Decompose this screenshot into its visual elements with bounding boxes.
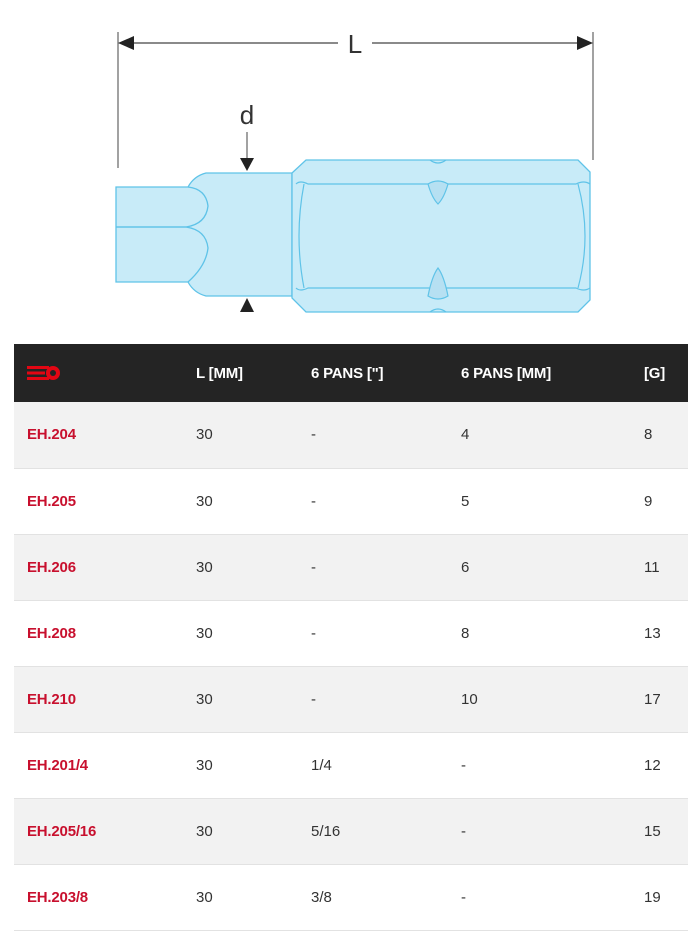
hex-mm-cell: - — [461, 888, 466, 906]
reference-cell[interactable]: EH.201/4 — [27, 756, 88, 774]
weight-cell: 12 — [644, 756, 661, 774]
reference-column-header — [14, 344, 196, 402]
length-cell: 30 — [196, 756, 213, 774]
brand-logo-icon — [27, 364, 61, 382]
reference-cell[interactable]: EH.210 — [27, 690, 76, 708]
diameter-arrow-bottom-icon — [240, 298, 254, 312]
hex-mm-cell: 6 — [461, 558, 470, 576]
hex-mm-cell: - — [461, 822, 466, 840]
hex-inch-column-header: 6 PANS ["] — [311, 364, 384, 382]
hex-mm-cell: 10 — [461, 690, 478, 708]
length-cell: 30 — [196, 690, 213, 708]
reference-cell[interactable]: EH.203/8 — [27, 888, 88, 906]
hex-inch-cell: - — [311, 558, 316, 576]
reference-cell[interactable]: EH.205/16 — [27, 822, 97, 840]
length-arrow-right-icon — [577, 36, 593, 50]
hex-inch-cell: 5/16 — [311, 822, 341, 840]
spec-table — [14, 344, 688, 931]
table-row — [14, 600, 688, 666]
bit-tip — [116, 173, 292, 296]
hex-inch-cell: - — [311, 624, 316, 642]
reference-cell[interactable]: EH.208 — [27, 624, 76, 642]
length-cell: 30 — [196, 822, 213, 840]
table-row — [14, 798, 688, 864]
hex-inch-cell: 3/8 — [311, 888, 332, 906]
reference-cell[interactable]: EH.205 — [27, 492, 76, 510]
length-cell: 30 — [196, 492, 213, 510]
table-row — [14, 468, 688, 534]
weight-column-header: [G] — [644, 364, 666, 382]
hex-mm-cell: 4 — [461, 426, 470, 444]
weight-cell: 19 — [644, 888, 661, 906]
weight-cell: 13 — [644, 624, 661, 642]
hex-mm-cell: 8 — [461, 624, 470, 642]
table-header-row — [14, 344, 688, 402]
weight-cell: 8 — [644, 426, 653, 444]
length-cell: 30 — [196, 888, 213, 906]
length-cell: 30 — [196, 426, 213, 444]
weight-cell: 15 — [644, 822, 661, 840]
weight-cell: 17 — [644, 690, 661, 708]
hex-inch-cell: - — [311, 492, 316, 510]
hex-mm-column-header: 6 PANS [MM] — [461, 364, 552, 382]
hex-inch-cell: - — [311, 426, 316, 444]
length-cell: 30 — [196, 558, 213, 576]
hex-mm-cell: 5 — [461, 492, 470, 510]
table-row — [14, 534, 688, 600]
hex-inch-cell: - — [311, 690, 316, 708]
table-row — [14, 732, 688, 798]
diameter-label: d — [239, 100, 255, 130]
hex-mm-cell: - — [461, 756, 466, 774]
diameter-arrow-top-icon — [240, 158, 254, 171]
reference-cell[interactable]: EH.204 — [27, 426, 76, 444]
length-label: L — [347, 29, 363, 59]
weight-cell: 9 — [644, 492, 653, 510]
table-row — [14, 864, 688, 930]
weight-cell: 11 — [644, 558, 660, 576]
length-column-header: L [MM] — [196, 364, 243, 382]
table-row — [14, 666, 688, 732]
length-arrow-left-icon — [118, 36, 134, 50]
length-cell: 30 — [196, 624, 213, 642]
table-row — [14, 402, 688, 468]
hex-inch-cell: 1/4 — [311, 756, 332, 774]
reference-cell[interactable]: EH.206 — [27, 558, 76, 576]
bit-technical-drawing — [0, 0, 698, 330]
